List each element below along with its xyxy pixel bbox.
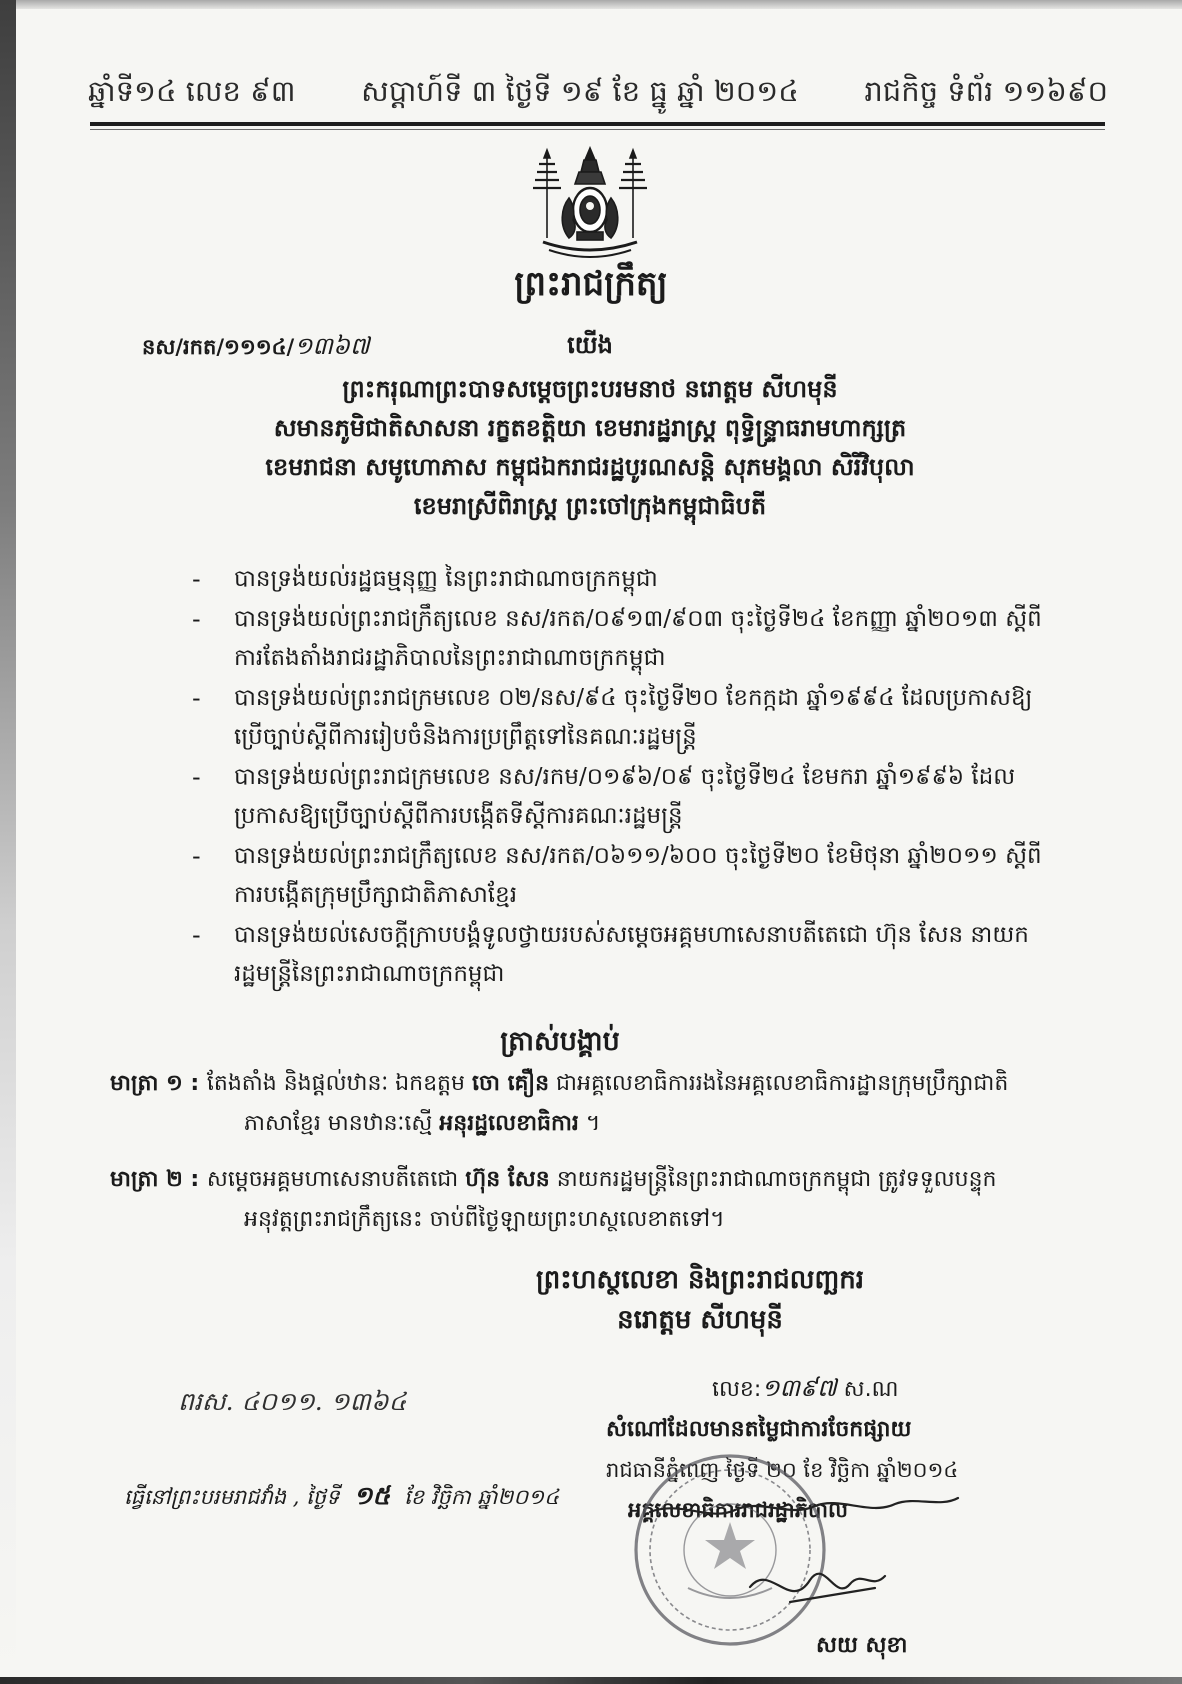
- preamble-line: បានទ្រង់យល់ព្រះរាជក្រឹត្យលេខ នស/រកត/០៩១៣/៩០៣ ចុះថ្ងៃទី២៤ ខែកញ្ញា ឆ្នាំ២០១៣ ស្តីពី: [234, 605, 1042, 632]
- king-titles: [90, 370, 1090, 526]
- header-gazette-page: រាជកិច្ច ទំព័រ ១១៦៩០: [864, 74, 1108, 108]
- preamble-line: បានទ្រង់យល់សេចក្តីក្រាបបង្គំទូលថ្វាយរបស់សម្តេចអគ្គមហាសេនាបតីតេជោ ហ៊ុន សែន នាយក: [234, 921, 1029, 948]
- article-text: សម្តេចអគ្គមហាសេនាបតីតេជោ: [206, 1167, 466, 1192]
- handwritten-note: ពរស. ៤០១១. ១៣៦៤: [178, 1387, 407, 1416]
- preamble-line: បានទ្រង់យល់ព្រះរាជក្រឹត្យលេខ នស/រកត/០៦១១/៦០០ ចុះថ្ងៃទី២០ ខែមិថុនា ឆ្នាំ២០១១ ស្តីពី: [234, 842, 1042, 869]
- appointee-name: ចោ គឿន: [471, 1071, 550, 1096]
- preamble-line: រដ្ឋមន្ត្រីនៃព្រះរាជាណាចក្រកម្ពុជា: [234, 961, 505, 987]
- place-date-day: ១៥: [353, 1481, 391, 1510]
- preamble-item: [192, 837, 1092, 916]
- royal-signature-caption: ព្រះហស្ថលេខា និងព្រះរាជលញ្ឆករ: [536, 1265, 864, 1295]
- article-line: [110, 1200, 1070, 1240]
- article-text: ជាអគ្គលេខាធិការរងនៃអគ្គលេខាធិការដ្ឋានក្រុមប្រឹក្សាជាតិ: [549, 1071, 1009, 1096]
- scan-edge-bottom: [0, 1677, 1182, 1684]
- article-text: អនុវត្តព្រះរាជក្រឹត្យនេះ ចាប់ពីថ្ងៃឡាយព្រះហស្ថលេខាតទៅ។: [244, 1207, 725, 1232]
- king-title-line: ខេមរាស្រីពិរាស្ត្រ ព្រះចៅក្រុងកម្ពុជាធិបតី: [413, 492, 767, 520]
- royal-signature-block: [400, 1260, 1000, 1340]
- preamble-line: ប្រកាសឱ្យប្រើច្បាប់ស្តីពីការបង្កើតទីស្តីការគណៈរដ្ឋមន្ត្រី: [234, 803, 683, 829]
- preamble-line: បានទ្រង់យល់ព្រះរាជក្រមលេខ ០២/នស/៩៤ ចុះថ្ងៃទី២០ ខែកក្កដា ឆ្នាំ១៩៩៤ ដែលប្រកាសឱ្យ: [234, 684, 1033, 711]
- preamble-line: បានទ្រង់យល់ព្រះរាជក្រមលេខ នស/រកម/០១៩៦/០៩ ចុះថ្ងៃទី២៤ ខែមករា ឆ្នាំ១៩៩៦ ដែល: [234, 763, 1016, 790]
- header-rule: [90, 122, 1105, 126]
- certified-copy-title: សំណៅដែលមានតម្លៃជាការចែកផ្សាយ: [606, 1417, 912, 1442]
- scan-edge-top: [0, 0, 1182, 9]
- preamble-line: ប្រើច្បាប់ស្តីពីការរៀបចំនិងការប្រព្រឹត្តទៅនៃគណៈរដ្ឋមន្ត្រី: [234, 724, 697, 750]
- article-text: តែងតាំង និងផ្តល់ឋានៈ ឯកឧត្តម: [206, 1071, 472, 1096]
- preamble-line: ការតែងតាំងរាជរដ្ឋាភិបាលនៃព្រះរាជាណាចក្រកម្ពុជា: [234, 645, 666, 671]
- prime-minister-name: ហ៊ុន សែន: [465, 1167, 550, 1192]
- article-1: [110, 1064, 1070, 1144]
- we-heading: យើង: [567, 331, 613, 359]
- header-rule-thin: [90, 129, 1105, 130]
- article-2: [110, 1160, 1070, 1240]
- reference-handwritten: ១៣៦៧: [294, 332, 370, 360]
- king-title-line: សមានភូមិជាតិសាសនា រក្ខតខត្តិយា ខេមរារដ្ឋរាស្ត្រ ពុទ្ធិន្ទ្រាធរាមហាក្សត្រ: [273, 414, 907, 442]
- bullet-dash: -: [192, 762, 201, 791]
- royal-signature-name: នរោត្តម សីហមុនី: [617, 1305, 783, 1335]
- header-volume: ឆ្នាំទី១៤ លេខ ៩៣: [88, 74, 296, 108]
- preamble-item: [192, 916, 1092, 995]
- place-date-text: ខែ វិច្ឆិកា ឆ្នាំ២០១៤: [404, 1485, 559, 1509]
- preamble-item: [192, 679, 1092, 758]
- article-text: ភាសាខ្មែរ មានឋានៈស្មើ: [244, 1111, 440, 1136]
- rank-title: អនុរដ្ឋលេខាធិការ: [439, 1111, 579, 1136]
- article-label: មាត្រា ២ :: [110, 1167, 207, 1192]
- certified-copy-date: រាជធានីភ្នំពេញ ថ្ងៃទី ២០ ខែ វិច្ឆិកា ឆ្នាំ២០១៤: [606, 1458, 959, 1482]
- place-and-date: [124, 1476, 584, 1516]
- article-label: មាត្រា ១ :: [110, 1071, 207, 1096]
- article-text: ។: [578, 1111, 601, 1136]
- preamble-item: [192, 600, 1092, 679]
- certified-copy-signatory: សយ សុខា: [816, 1633, 908, 1658]
- article-line: [110, 1160, 1070, 1200]
- article-line: [110, 1104, 1070, 1144]
- king-title-line: ខេមរាជនា សមូហោភាស កម្ពុជឯករាជរដ្ឋបូរណសន្តិ សុភមង្គលា សិរីវិបុលា: [265, 453, 915, 481]
- scan-edge-left: [0, 0, 16, 1684]
- reference-printed: នស/រកត/១១១៤/: [142, 335, 295, 359]
- certified-number-handwritten: ១៣៩៧: [761, 1374, 837, 1402]
- preamble-line: បានទ្រង់យល់រដ្ឋធម្មនុញ្ញ នៃព្រះរាជាណាចក្រកម្ពុជា: [234, 566, 658, 592]
- certified-number-suffix: ស.ណ: [836, 1377, 899, 1402]
- preamble-line: ការបង្កើតក្រុមប្រឹក្សាជាតិភាសាខ្មែរ: [234, 882, 518, 908]
- bullet-dash: -: [192, 841, 201, 870]
- place-date-text: ធ្វើនៅព្រះបរមរាជវាំង , ថ្ងៃទី: [124, 1485, 340, 1509]
- gazette-header: [88, 70, 1108, 120]
- bullet-dash: -: [192, 565, 201, 593]
- bullet-dash: -: [192, 683, 201, 712]
- command-heading: ត្រាស់បង្គាប់: [500, 1026, 620, 1057]
- article-line: [110, 1064, 1070, 1104]
- reference-number: [142, 328, 442, 364]
- decree-title: ព្រះរាជក្រឹត្យ: [514, 264, 668, 304]
- king-title-line: ព្រះករុណាព្រះបាទសម្តេចព្រះបរមនាថ នរោត្តម សីហមុនី: [342, 375, 838, 403]
- royal-arms-emblem-icon: [525, 146, 655, 266]
- signature-scribble-icon: [640, 1492, 970, 1632]
- preamble-item: [192, 758, 1092, 837]
- preamble-list: [192, 560, 1092, 995]
- bullet-dash: -: [192, 604, 201, 633]
- certified-copy-number: [712, 1368, 972, 1408]
- articles: [110, 1064, 1070, 1256]
- preamble-item: [192, 560, 1092, 600]
- bullet-dash: -: [192, 920, 201, 949]
- certified-copy-office: អគ្គលេខាធិការរាជរដ្ឋាភិបាល: [628, 1498, 848, 1522]
- certified-number-prefix: លេខ:: [712, 1377, 762, 1402]
- header-week-date: សប្តាហ៍ទី ៣ ថ្ងៃទី ១៩ ខែ ធ្នូ ឆ្នាំ ២០១៤: [361, 74, 799, 108]
- article-text: នាយករដ្ឋមន្ត្រីនៃព្រះរាជាណាចក្រកម្ពុជា ត្រូវទទួលបន្ទុក: [549, 1167, 997, 1192]
